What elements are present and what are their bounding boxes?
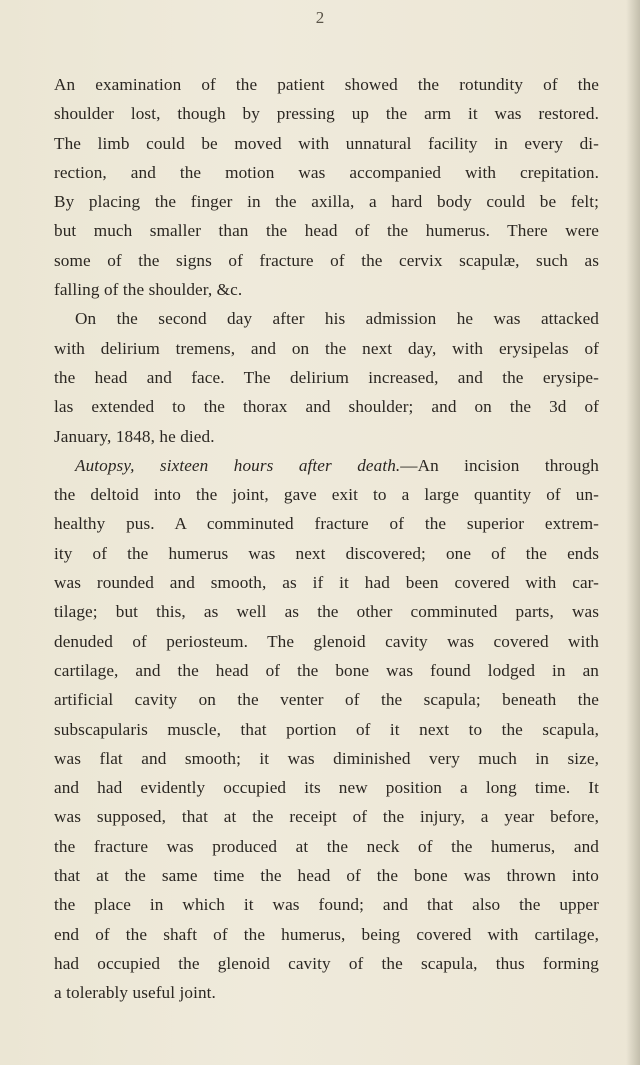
text-line: subscapularis muscle, that portion of it next to the scapula,: [54, 719, 599, 739]
text-line: tilage; but this, as well as the other comminuted parts, was: [54, 602, 599, 622]
text-line: By placing the finger in the axilla, a hard body could be felt;: [54, 192, 599, 212]
text-line: end of the shaft of the humerus, being covered with cartilage,: [54, 924, 599, 944]
text-line: denuded of periosteum. The glenoid cavity was covered with: [54, 631, 599, 651]
text-line: with delirium tremens, and on the next day, with erysipelas of: [54, 338, 599, 358]
text-line: was supposed, that at the receipt of the injury, a year before,: [54, 807, 599, 827]
text-line: las extended to the thorax and shoulder; and on the 3d of: [54, 397, 599, 417]
text-line: was rounded and smooth, as if it had been covered with car-: [54, 573, 599, 593]
text-line: On the second day after his admission he was attacked: [75, 309, 599, 329]
text-line: the fracture was produced at the neck of the humerus, and: [54, 836, 599, 856]
text-line: the head and face. The delirium increased, and the erysipe-: [54, 367, 599, 387]
text-line: rection, and the motion was accompanied with crepitation.: [54, 162, 599, 182]
text-line-with-heading: [54, 451, 599, 480]
text-line: but much smaller than the head of the humerus. There were: [54, 221, 599, 241]
autopsy-heading: Autopsy, sixteen hours after death.: [75, 455, 401, 475]
text-line: some of the signs of fracture of the cervix scapulæ, such as: [54, 250, 599, 270]
text-line: healthy pus. A comminuted fracture of the superior extrem-: [54, 514, 599, 534]
text-line: the deltoid into the joint, gave exit to a large quantity of un-: [54, 485, 599, 505]
text-line: shoulder lost, though by pressing up the arm it was restored.: [54, 104, 599, 124]
text-line: that at the same time the head of the bone was thrown into: [54, 866, 599, 886]
text-line: was flat and smooth; it was diminished very much in size,: [54, 748, 599, 768]
text-line: artificial cavity on the venter of the scapula; beneath the: [54, 690, 599, 710]
text-line: —An incision through: [400, 455, 599, 475]
paragraph-admission: [54, 304, 599, 450]
paragraph-examination: [54, 70, 599, 304]
body-text: [54, 70, 599, 1008]
page-edge-shadow: [626, 0, 640, 1065]
text-line: The limb could be moved with unnatural facility in every di-: [54, 133, 599, 153]
text-line: a tolerably useful joint.: [54, 983, 216, 1003]
text-line: cartilage, and the head of the bone was found lodged in an: [54, 660, 599, 680]
paragraph-autopsy: [54, 451, 599, 1008]
text-line: had occupied the glenoid cavity of the scapula, thus forming: [54, 953, 599, 973]
text-line: January, 1848, he died.: [54, 426, 215, 446]
text-line: falling of the shoulder, &c.: [54, 280, 243, 300]
text-line: ity of the humerus was next discovered; one of the ends: [54, 543, 599, 563]
text-line: and had evidently occupied its new position a long time. It: [54, 778, 599, 798]
page-number: 2: [315, 8, 325, 27]
text-line: An examination of the patient showed the rotundity of the: [54, 75, 599, 94]
text-line: the place in which it was found; and that also the upper: [54, 895, 599, 915]
